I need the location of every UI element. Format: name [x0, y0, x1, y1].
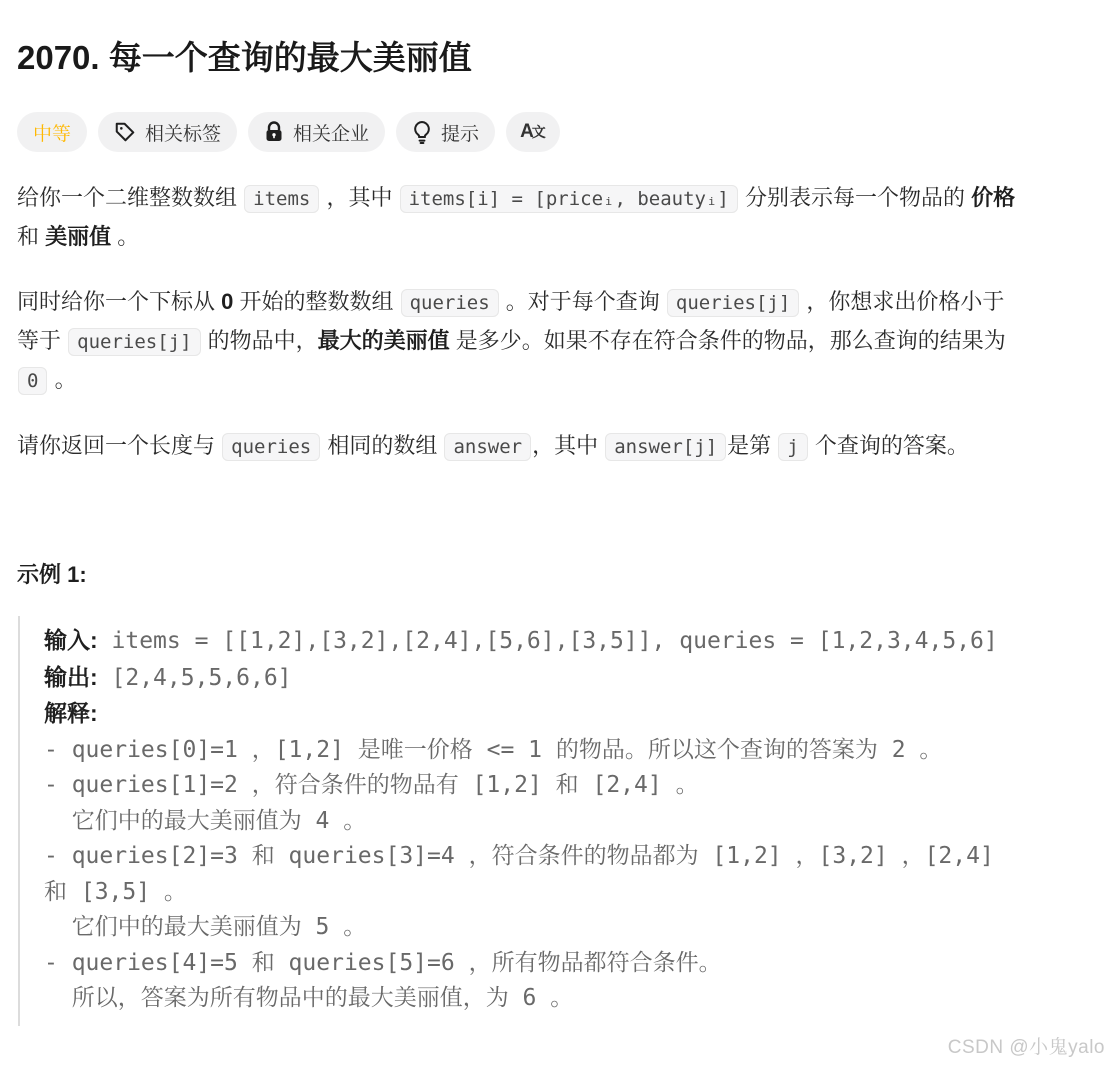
- csdn-watermark: CSDN @小鬼yalo: [947, 1037, 1105, 1058]
- text-run: 同时给你一个下标从: [17, 289, 222, 314]
- explanation-line: 它们中的最大美丽值为 4 。: [44, 807, 367, 834]
- example-input-line: [44, 623, 1021, 660]
- text-run: 是第: [727, 433, 778, 458]
- inline-code: queries[j]: [68, 328, 200, 356]
- output-value: [2,4,5,5,6,6]: [97, 664, 292, 691]
- text-run: 分别表示每一个物品的: [738, 185, 972, 210]
- input-label: 输入:: [44, 627, 98, 653]
- hint-label: 提示: [441, 123, 480, 145]
- text-run: 和: [17, 224, 46, 249]
- text-run: 。对于每个查询: [499, 289, 666, 314]
- related-tags-label: 相关标签: [145, 123, 222, 145]
- inline-code: j: [778, 433, 807, 461]
- related-tags-button[interactable]: [98, 112, 237, 152]
- text-run: ，你想求出价格小于等于: [17, 289, 1005, 353]
- text-run: 相同的数组: [321, 433, 444, 458]
- text-run: 的物品中，: [201, 328, 318, 353]
- explanation-line: - queries[4]=5 和 queries[5]=6 ，所有物品都符合条件。: [44, 949, 722, 976]
- description-paragraph: [17, 283, 1019, 400]
- related-companies-label: 相关企业: [293, 123, 370, 145]
- explanation-line: - queries[2]=3 和 queries[3]=4 ，符合条件的物品都为 [1,2] ，[3,2] ，[2,4] 和 [3,5] 。: [44, 843, 1008, 905]
- problem-description: [17, 179, 1019, 466]
- example-block: [18, 616, 1111, 1026]
- inline-code: items: [244, 185, 319, 213]
- bold-text: 美丽值: [45, 224, 112, 249]
- hint-button[interactable]: [396, 112, 495, 152]
- inline-code: answer: [444, 433, 531, 461]
- difficulty-badge[interactable]: 中等: [17, 112, 87, 152]
- text-run: 是多少。如果不存在符合条件的物品，那么查询的结果为: [449, 328, 1006, 353]
- inline-code: items[i] = [priceᵢ, beautyᵢ]: [400, 185, 738, 213]
- text-run: ，其中: [532, 433, 605, 458]
- inline-code: 0: [18, 367, 47, 395]
- problem-toolbar: [17, 112, 1094, 152]
- lightbulb-icon: [412, 120, 432, 144]
- problem-page: [0, 37, 1111, 1069]
- text-run: 请你返回一个长度与: [17, 433, 222, 458]
- problem-title: 2070. 每一个查询的最大美丽值: [17, 39, 472, 76]
- example-output-line: [44, 660, 1021, 697]
- description-paragraph: [17, 427, 1019, 466]
- text-run: 给你一个二维整数数组: [17, 185, 244, 210]
- description-paragraph: [17, 179, 1019, 256]
- explanation-line: 它们中的最大美丽值为 5 。: [44, 914, 367, 940]
- inline-code: queries: [222, 433, 320, 461]
- inline-code: queries: [401, 289, 499, 317]
- text-run: 。: [111, 224, 140, 249]
- example-explanation-label-line: [44, 696, 1021, 733]
- input-value: items = [[1,2],[3,2],[2,4],[5,6],[3,5]], queries = [1,2,3,4,5,6]: [97, 628, 998, 654]
- text-run: ，其中: [320, 185, 399, 210]
- text-run: 个查询的答案。: [808, 433, 969, 458]
- explanation-line: 所以，答案为所有物品中的最大美丽值，为 6 。: [44, 985, 574, 1011]
- example-explanation: [44, 733, 1021, 1017]
- explanation-label: 解释:: [44, 700, 98, 726]
- related-companies-button[interactable]: [248, 112, 385, 152]
- bold-text: 0: [221, 289, 234, 314]
- translate-icon: A文: [520, 121, 546, 142]
- bold-text: 最大的美丽值: [317, 328, 450, 353]
- text-run: 。: [48, 367, 77, 392]
- example-heading: 示例 1:: [17, 562, 87, 587]
- bold-text: 价格: [971, 185, 1016, 210]
- text-run: 开始的整数数组: [233, 289, 400, 314]
- inline-code: queries[j]: [667, 289, 799, 317]
- explanation-line: - queries[0]=1 ，[1,2] 是唯一价格 <= 1 的物品。所以这个查询的答案为 2 。: [44, 736, 943, 763]
- explanation-line: - queries[1]=2 ，符合条件的物品有 [1,2] 和 [2,4] 。: [44, 772, 699, 798]
- lock-icon: [264, 121, 284, 143]
- inline-code: answer[j]: [605, 433, 726, 461]
- tag-icon: [114, 121, 136, 143]
- output-label: 输出:: [44, 663, 98, 690]
- translate-button[interactable]: [506, 112, 560, 152]
